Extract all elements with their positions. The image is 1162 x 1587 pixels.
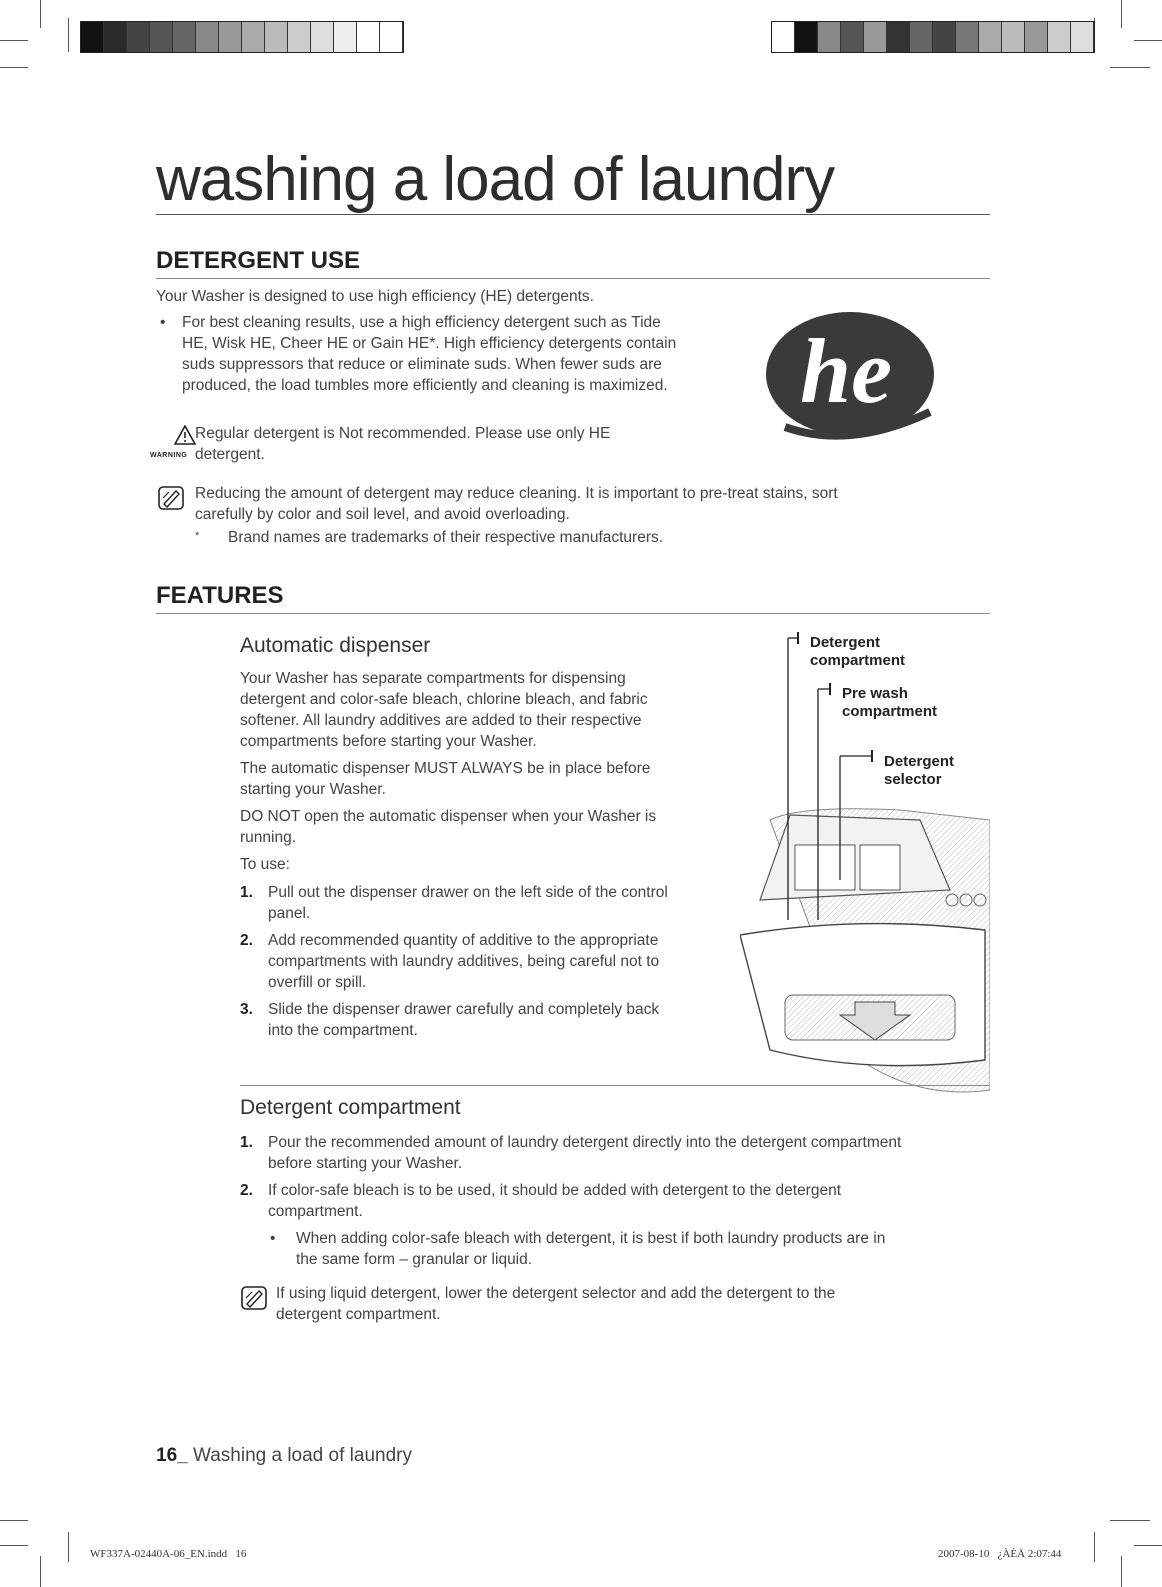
- crop-mark: [40, 0, 41, 28]
- paragraph-line: starting your Washer.: [240, 781, 386, 798]
- crop-mark: [1121, 1556, 1122, 1587]
- callout-line: Pre wash: [842, 685, 908, 702]
- callout-line: compartment: [810, 652, 906, 669]
- color-bar-left: [80, 21, 404, 53]
- crop-mark: [0, 40, 28, 41]
- note-line: If using liquid detergent, lower the detergent selector and add the detergent to the: [276, 1285, 836, 1302]
- note-line: detergent compartment.: [276, 1306, 441, 1323]
- note-icon: [240, 1285, 268, 1311]
- detergent-bullet: [156, 312, 756, 396]
- step-number: 3.: [240, 1001, 253, 1018]
- bullet-line: produced, the load tumbles more efficiently and cleaning is maximized.: [182, 377, 668, 394]
- paragraph-line: running.: [240, 829, 297, 846]
- step-line: into the compartment.: [268, 1022, 418, 1039]
- to-use-label: To use:: [240, 856, 290, 873]
- step-line: Pour the recommended amount of laundry detergent directly into the detergent compartment: [268, 1134, 902, 1151]
- list-item: [240, 930, 740, 993]
- callout-pre-wash-compartment: [842, 685, 937, 721]
- crop-mark: [1121, 0, 1122, 28]
- step-line: before starting your Washer.: [268, 1155, 463, 1172]
- footnote-mark: *: [195, 530, 200, 542]
- list-item: [240, 882, 740, 924]
- page-footer: [156, 1445, 412, 1467]
- step-number: 1.: [240, 884, 253, 901]
- step-line: compartments with laundry additives, being careful not to: [268, 953, 660, 970]
- list-item: [240, 1132, 990, 1174]
- auto-dispenser-body: [240, 668, 740, 875]
- step-number: 1.: [240, 1134, 253, 1151]
- paragraph-line: Your Washer has separate compartments for dispensing: [240, 670, 626, 687]
- crop-mark: [1110, 1520, 1150, 1521]
- callout-detergent-compartment: [810, 634, 905, 670]
- list-item: [240, 1180, 990, 1222]
- crop-mark: [68, 18, 69, 52]
- file-name: WF337A-02440A-06_EN.indd 16: [90, 1548, 247, 1560]
- crop-mark: [0, 67, 28, 68]
- step-line: panel.: [268, 905, 311, 922]
- step-number: 2.: [240, 932, 253, 949]
- warning-text: [195, 423, 715, 465]
- crop-mark: [0, 1545, 28, 1546]
- warning-icon: [174, 425, 196, 445]
- crop-mark: [1110, 67, 1150, 68]
- divider: [240, 1085, 990, 1086]
- bullet-line: HE, Wisk HE, Cheer HE or Gain HE*. High efficiency detergents contain: [182, 335, 677, 352]
- crop-mark: [1134, 40, 1162, 41]
- note-icon: [157, 485, 185, 511]
- paragraph-line: DO NOT open the automatic dispenser when your Washer is: [240, 808, 657, 825]
- warning-line: detergent.: [195, 446, 265, 463]
- callout-line: selector: [884, 771, 942, 788]
- bullet-line: the same form – granular or liquid.: [296, 1251, 533, 1268]
- crop-mark: [1134, 1545, 1162, 1546]
- step-line: Slide the dispenser drawer carefully and completely back: [268, 1001, 660, 1018]
- page-number: 16_: [156, 1445, 188, 1466]
- section-heading-detergent-use: DETERGENT USE: [156, 247, 990, 279]
- detergent-compartment-steps: [240, 1132, 990, 1270]
- step-line: compartment.: [268, 1203, 363, 1220]
- crop-mark: [0, 1520, 28, 1521]
- note-line: Reducing the amount of detergent may reduce cleaning. It is important to pre-treat stains, sort: [195, 485, 838, 502]
- note-line: carefully by color and soil level, and avoid overloading.: [195, 506, 570, 523]
- auto-dispenser-steps: [240, 882, 740, 1041]
- crop-mark: [40, 1556, 41, 1587]
- step-line: If color-safe bleach is to be used, it should be added with detergent to the detergent: [268, 1182, 842, 1199]
- print-timestamp: 2007-08-10 ¿ÀÈÄ 2:07:44: [938, 1548, 1062, 1560]
- callout-line: compartment: [842, 703, 938, 720]
- warning-label: WARNING: [150, 452, 188, 459]
- step-line: overfill or spill.: [268, 974, 367, 991]
- callout-detergent-selector: [884, 753, 954, 789]
- list-item: [240, 1228, 990, 1270]
- subheading-detergent-compartment: Detergent compartment: [240, 1096, 461, 1119]
- logo-text: he: [800, 320, 892, 422]
- footnote-text: Brand names are trademarks of their respective manufacturers.: [228, 529, 664, 546]
- list-item: [240, 999, 740, 1041]
- crop-mark: [1094, 1532, 1095, 1562]
- bullet-icon: •: [160, 314, 166, 331]
- step-number: 2.: [240, 1182, 253, 1199]
- color-bar-right: [771, 21, 1095, 53]
- callout-line: Detergent: [810, 634, 881, 651]
- step-line: Pull out the dispenser drawer on the left side of the control: [268, 884, 668, 901]
- paragraph-line: detergent and color-safe bleach, chlorine bleach, and fabric: [240, 691, 648, 708]
- detergent-compartment-note: [276, 1283, 976, 1325]
- bullet-line: When adding color-safe bleach with detergent, it is best if both laundry products are in: [296, 1230, 886, 1247]
- callout-line: Detergent: [884, 753, 955, 770]
- paragraph-line: compartments before starting your Washer.: [240, 733, 537, 750]
- step-line: Add recommended quantity of additive to the appropriate: [268, 932, 659, 949]
- page-title: washing a load of laundry: [156, 150, 990, 215]
- subheading-automatic-dispenser: Automatic dispenser: [240, 634, 431, 657]
- bullet-line: suds suppressors that reduce or eliminate suds. When fewer suds are: [182, 356, 662, 373]
- crop-mark: [68, 1532, 69, 1562]
- paragraph-line: softener. All laundry additives are added to their respective: [240, 712, 642, 729]
- footer-title: Washing a load of laundry: [192, 1445, 412, 1466]
- section-heading-features: FEATURES: [156, 582, 990, 614]
- note-text: [195, 483, 995, 525]
- bullet-line: For best cleaning results, use a high efficiency detergent such as Tide: [182, 314, 661, 331]
- bullet-icon: •: [270, 1230, 276, 1247]
- he-logo: [760, 302, 940, 452]
- detergent-use-intro: Your Washer is designed to use high efficiency (HE) detergents.: [156, 288, 594, 305]
- paragraph-line: The automatic dispenser MUST ALWAYS be in place before: [240, 760, 651, 777]
- warning-line: Regular detergent is Not recommended. Please use only HE: [195, 425, 611, 442]
